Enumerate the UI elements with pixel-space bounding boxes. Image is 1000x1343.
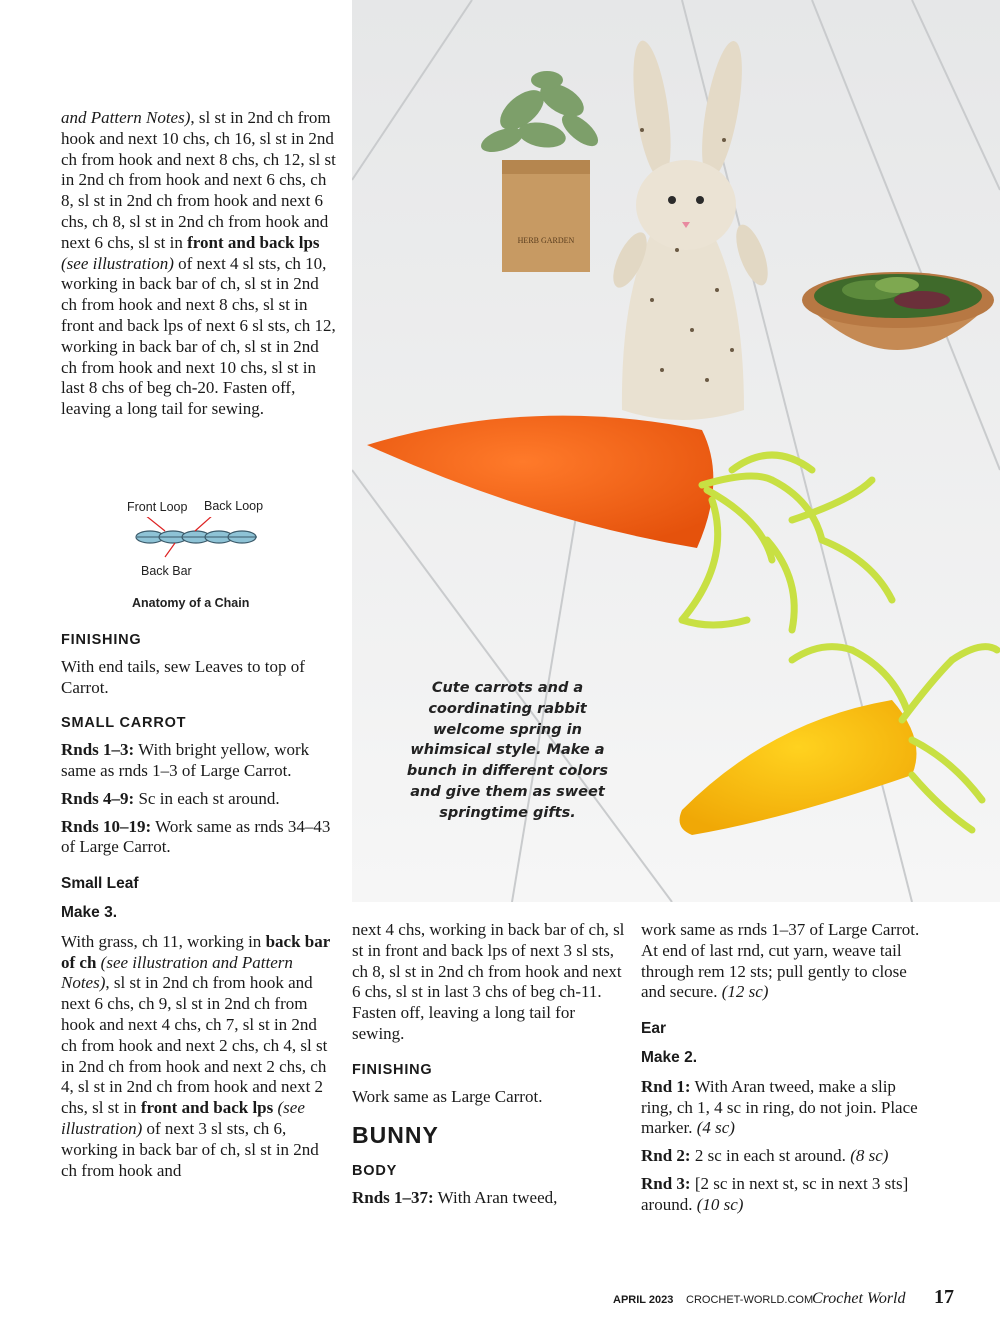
herb-box-label: HERB GARDEN [517,236,575,245]
magazine-name: Crochet World [812,1290,906,1307]
website: CROCHET-WORLD.COM [686,1294,814,1306]
small-carrot-heading: SMALL CARROT [61,715,187,732]
instruction-text: work same as rnds 1–37 of Large Carrot. At end of last rnd, cut yarn, weave tail through rem 12 sts; pull gently to close and secure. [641,920,920,1002]
rnds-4-9 [61,789,336,810]
instruction-text: , sl st in 2nd ch from hook and next 6 chs, ch 9, sl st in 2nd ch from hook and next 4 chs, ch 7, sl st in 2nd ch from hook and next 2 chs, ch 4, sl st in 2nd ch from hook and next 2 chs, ch 4, sl st in 2nd ch from hook and next 2 chs, sl st in [61,973,328,1118]
chain-anatomy-figure [95,495,300,615]
column-1-lower [61,630,336,1188]
back-bar-label: Back Bar [141,564,192,578]
instruction-text: of next 3 sl sts, ch 6, working in back bar of ch, sl st in 2nd ch from hook and [61,1118,319,1180]
finishing-heading: FINISHING [61,632,142,648]
instruction-text: of next 4 sl sts, ch 10, working in back bar of ch, sl st in 2nd ch from hook and next 8 chs, sl st in front and back lps of next 6 sl sts, ch 12, working in back bar of ch, sl st in 2nd ch from hook and next 10 chs, sl st in last 8 chs of beg ch-20. Fasten off, leaving a long tail for sewing. [61,253,336,419]
ear-rnd-3 [641,1174,921,1216]
back-loop-label: Back Loop [204,499,264,513]
small-leaf-continued: next 4 chs, working in back bar of ch, sl st in front and back lps of next 3 sl sts, ch 8, sl st in 2nd ch from hook and next 6 chs, sl st in last 3 chs of beg ch-11. Fasten off, leaving a long tail for sewing. [352,920,625,1043]
round-label: Rnd 3: [641,1173,691,1193]
stitch-count: (8 sc) [850,1146,889,1166]
italic-note: (see illustration) [61,1098,305,1138]
bold-term: back bar of ch [61,931,330,972]
round-label: Rnd 2: [641,1146,691,1166]
round-text: Work same as rnds 34–43 of Large Carrot. [61,816,331,857]
round-label: Rnd 1: [641,1076,691,1096]
column-1 [61,108,336,427]
stitch-count: (4 sc) [696,1118,735,1138]
photo-caption: Cute carrots and a coordinating rabbit welcome spring in whimsical style. Make a bunch in different colors and give them as sweet springtime gifts. [406,680,609,821]
chain-diagram [135,517,260,569]
finishing-text: Work same as Large Carrot. [352,1086,543,1106]
bold-term: front and back lps [187,232,320,252]
round-label: Rnds 10–19: [61,816,152,836]
stitch-count: (10 sc) [696,1194,744,1214]
leaf-instructions-continued [61,108,336,420]
front-loop-label: Front Loop [127,500,188,514]
italic-note: and Pattern Notes) [61,108,191,127]
ear-heading: Ear [641,1020,666,1038]
ear-rnd-1 [641,1077,921,1139]
column-3 [641,920,921,1223]
round-text: [2 sc in next st, sc in next 3 sts] around. [641,1173,909,1214]
round-text: With Aran tweed, make a slip ring, ch 1, 4 sc in ring, do not join. Place marker. [641,1076,918,1138]
rnds-1-3 [61,740,336,782]
instruction-text: , sl st in 2nd ch from hook and next 10 chs, ch 16, sl st in 2nd ch from hook and next 8 chs, ch 12, sl st in 2nd ch from hook and next 6 chs, ch 8, sl st in 2nd ch from hook and next 6 chs, ch 8, sl st in 2nd ch from hook and next 6 chs, sl st in [61,108,336,252]
small-leaf-instructions [61,932,336,1182]
rnds-1-37 [352,1188,627,1209]
round-text: With Aran tweed, [433,1187,558,1207]
stitch-count: (12 sc) [721,982,769,1002]
italic-note: (see illustration) [61,253,174,273]
italic-note: (see illustration and Pattern Notes) [61,952,293,993]
round-label: Rnds 1–3: [61,740,135,760]
ear-rnd-2 [641,1146,921,1167]
make-count: Make 2. [641,1048,698,1066]
figure-title: Anatomy of a Chain [132,596,250,610]
finishing-text: With end tails, sew Leaves to top of Carrot. [61,656,305,697]
round-label: Rnds 1–37: [352,1187,434,1207]
bunny-heading: BUNNY [352,1122,439,1149]
page-footer [0,1285,1000,1315]
bold-term: front and back lps [140,1098,274,1118]
finishing-heading: FINISHING [352,1061,433,1078]
round-text: 2 sc in each st around. [690,1146,851,1166]
issue-date: APRIL 2023 [613,1294,674,1306]
body-continued [641,920,921,1003]
round-text: With bright yellow, work same as rnds 1–3 of Large Carrot. [61,740,310,780]
body-heading: BODY [352,1163,398,1180]
round-label: Rnds 4–9: [61,788,135,808]
page-number: 17 [934,1286,954,1308]
make-count: Make 3. [61,903,118,921]
column-2 [352,920,627,1216]
round-text: Sc in each st around. [134,788,280,808]
small-leaf-heading: Small Leaf [61,875,139,893]
rnds-10-19 [61,817,336,859]
instruction-text: With grass, ch 11, working in [61,931,266,951]
